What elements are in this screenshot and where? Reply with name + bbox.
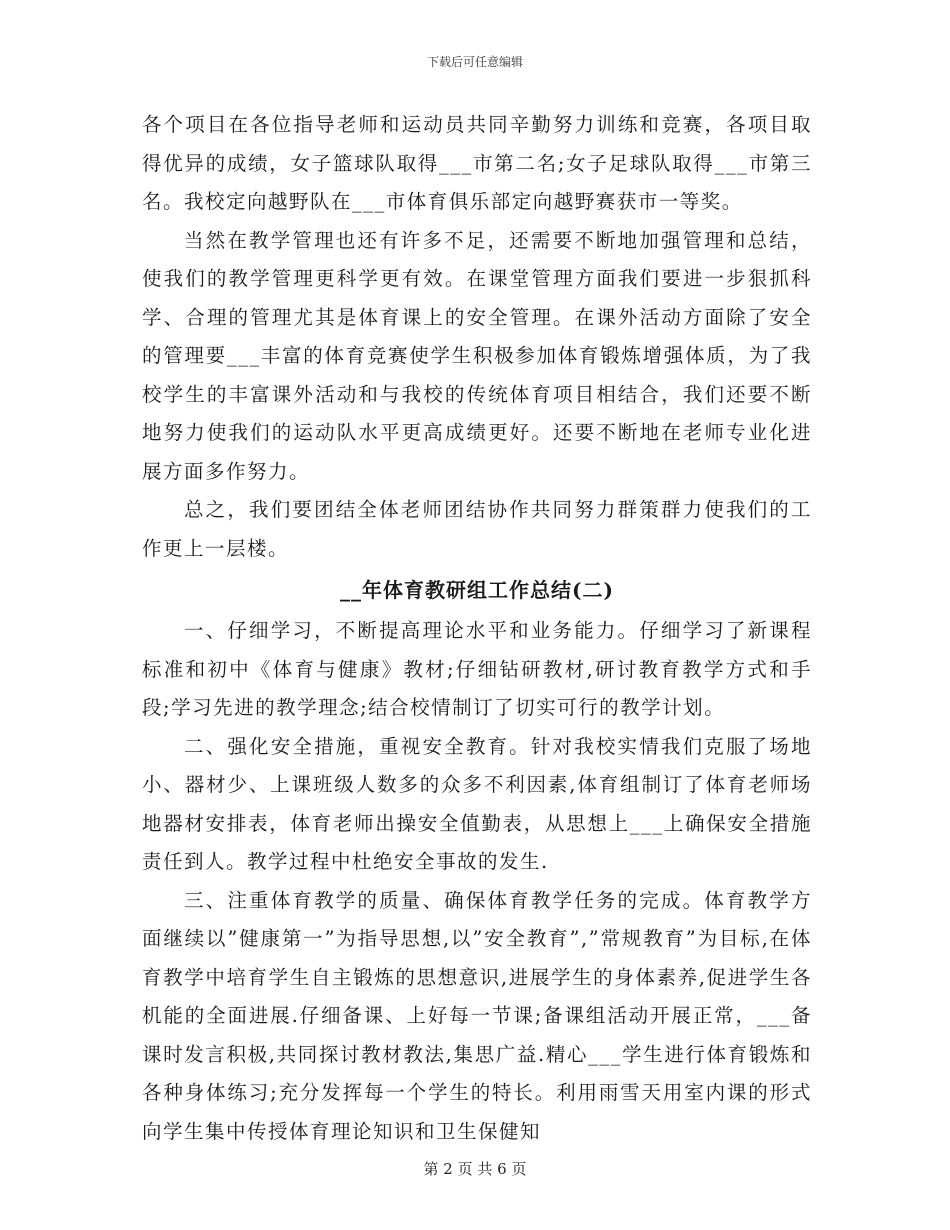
paragraph-point-1: 一、仔细学习，不断提高理论水平和业务能力。仔细学习了新课程标准和初中《体育与健康》教材;仔细钻研教材,研讨教育教学方式和手段;学习先进的教学理念;结合校情制订了切实可行的教学计划。 [142,619,812,719]
paragraph-continuation: 各个项目在各位指导老师和运动员共同辛勤努力训练和竞赛，各项目取得优异的成绩，女子篮球队取得___市第二名;女子足球队取得___市第三名。我校定向越野队在___市体育俱乐部定向越野赛获市一等奖。 [142,113,812,213]
page-header: 下载后可任意编辑 [426,55,523,69]
paragraph-management: 当然在教学管理也还有许多不足，还需要不断地加强管理和总结，使我们的教学管理更科学更有效。在课堂管理方面我们要进一步狠抓科学、合理的管理尤其是体育课上的安全管理。在课外活动方面除了安全的管理要___丰富的体育竞赛使学生积极参加体育锻炼增强体质，为了我校学生的丰富课外活动和与我校的传统体育项目相结合，我们还要不断地努力使我们的运动队水平更高成绩更好。还要不断地在老师专业化进展方面多作努力。 [142,228,812,483]
section-title: __年体育教研组工作总结(二) [340,578,614,602]
paragraph-conclusion: 总之，我们要团结全体老师团结协作共同努力群策群力使我们的工作更上一层楼。 [142,498,812,560]
paragraph-point-2: 二、强化安全措施，重视安全教育。针对我校实情我们克服了场地小、器材少、上课班级人数多的众多不利因素,体育组制订了体育老师场地器材安排表，体育老师出操安全值勤表，从思想上___上确保安全措施责任到人。教学过程中杜绝安全事故的发生. [142,734,812,873]
document-body [142,106,812,1151]
paragraph-point-3: 三、注重体育教学的质量、确保体育教学任务的完成。体育教学方面继续以”健康第一”为指导思想,以”安全教育”,”常规教育”为目标,在体育教学中培育学生自主锻炼的思想意识,进展学生的身体素养,促进学生各机能的全面进展.仔细备课、上好每一节课;备课组活动开展正常，___备课时发言积极,共同探讨教材教法,集思广益.精心___学生进行体育锻炼和各种身体练习;充分发挥每一个学生的特长。利用雨雪天用室内课的形式向学生集中传授体育理论知识和卫生保健知 [142,888,812,1143]
page-footer: 第 2 页 共 6 页 [423,1160,527,1178]
